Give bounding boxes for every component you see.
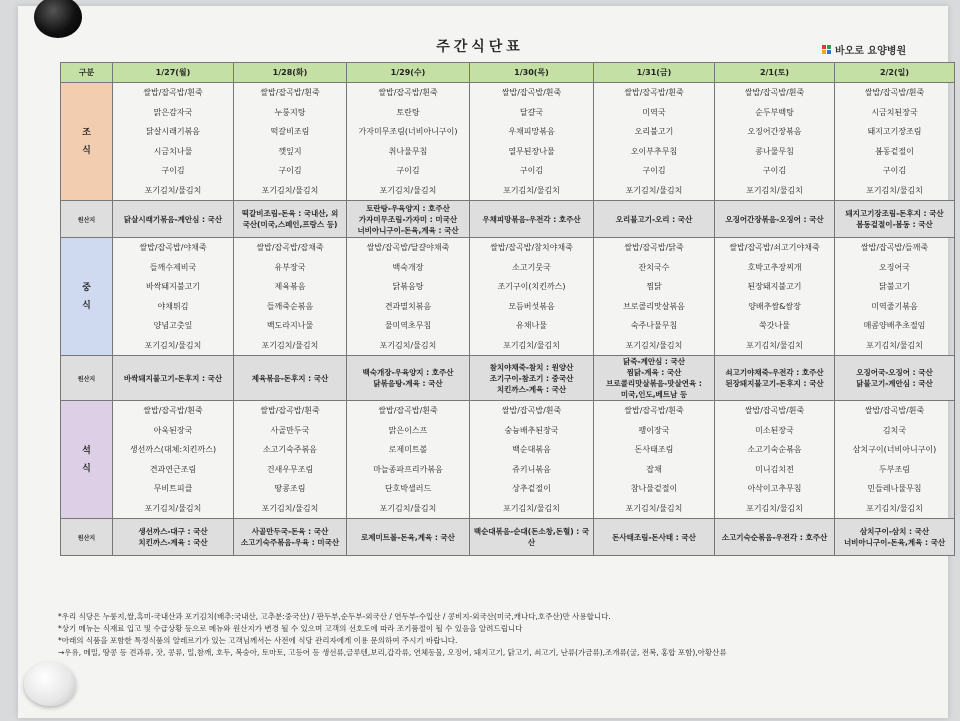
menu-item: 맑은감자국 xyxy=(153,107,193,117)
menu-item: 맑은이스프 xyxy=(388,425,428,435)
menu-item: 소고기숙순볶음 xyxy=(747,445,802,454)
origin-cell xyxy=(113,356,234,401)
menu-item: 오리불고기 xyxy=(634,127,674,136)
menu-item: 쌀밥/잡곡밥/야채죽 xyxy=(139,243,207,252)
origin-label: 원산지 xyxy=(61,356,113,401)
menu-item: 포기김치/물김치 xyxy=(503,185,560,195)
origin-cell xyxy=(470,356,594,401)
menu-item: 토란탕 xyxy=(396,107,420,117)
menu-item: 닭살시래기볶음 xyxy=(145,127,201,136)
menu-item: 양배추쌈&쌈장 xyxy=(748,301,801,311)
menu-item: 포기김치/물김치 xyxy=(379,340,437,350)
origin-cell xyxy=(715,356,835,401)
menu-item: 잔치국수 xyxy=(638,262,670,272)
meal-cell xyxy=(234,83,347,201)
menu-item: 제육볶음 xyxy=(274,282,306,291)
category-header: 구분 xyxy=(61,63,113,83)
menu-item: 숙주나물무침 xyxy=(630,321,678,330)
origin-cell xyxy=(470,201,594,238)
hospital-name: 바오로 요양병원 xyxy=(835,46,907,57)
origin-line: 돼지고기장조림-돈후지 : 국산 xyxy=(845,209,944,218)
origin-cell xyxy=(234,356,347,401)
menu-item: 포기김치/물김치 xyxy=(625,185,683,195)
menu-item: 포기김치/물김치 xyxy=(625,503,683,513)
menu-item: 쌀밥/잡곡밥/달걀야채죽 xyxy=(366,243,450,252)
menu-item: 포기김치/물김치 xyxy=(503,340,560,350)
weekly-menu-table xyxy=(60,62,955,556)
menu-item: 미역국 xyxy=(642,107,666,117)
origin-line: 떡갈비조림-돈육 : 국내산, 외 xyxy=(241,209,339,218)
menu-item: 두부조림 xyxy=(879,464,910,474)
origin-line: 브로콜리맛살볶음-맛살연육 : xyxy=(606,379,702,388)
menu-item: 닭볶음탕 xyxy=(392,282,424,291)
notes-section xyxy=(58,611,727,659)
origin-line: 소고기숙순볶음-우전각 : 호주산 xyxy=(721,532,828,542)
menu-item: 바싹돼지불고기 xyxy=(145,282,201,291)
origin-line: 토란탕-우육양지 : 호주산 xyxy=(366,203,450,213)
menu-item: 포기김치/물김치 xyxy=(866,503,923,513)
note-line: *우리 식당은 누룽지,쌀,흑미-국내산과 포기김치(배추:국내산, 고추분:중국산) / 판두부,순두부-외국산 / 연두부-수입산 / 콩비지-외국산(미국,캐나다,호주산)만 사용합니다. xyxy=(58,612,611,621)
menu-item: 들깨수제비국 xyxy=(149,262,197,272)
menu-item: 봄동겉절이 xyxy=(875,146,914,156)
dinner-menu-row xyxy=(61,401,955,519)
menu-item: 아삭이고추무침 xyxy=(747,484,802,493)
menu-item: 숭늉배추된장국 xyxy=(504,425,559,435)
origin-cell xyxy=(234,201,347,238)
menu-item: 우채피망볶음 xyxy=(508,127,555,136)
menu-item: 팽이장국 xyxy=(638,425,670,435)
menu-item: 포기김치/물김치 xyxy=(261,503,319,513)
origin-label: 원산지 xyxy=(61,519,113,556)
menu-item: 물미역초무침 xyxy=(384,321,432,330)
day-header: 1/31(금) xyxy=(594,63,715,83)
meal-cell xyxy=(835,401,955,519)
menu-item: 포기김치/물김치 xyxy=(866,185,923,195)
menu-item: 쌀밥/잡곡밥/참치야채죽 xyxy=(490,243,573,252)
origin-line: 쇠고기야채죽-우전각 : 호주산 xyxy=(725,368,824,377)
menu-item: 삼치구이(너비아니구이) xyxy=(852,445,937,454)
origin-line: 백숙개장-우육양지 : 호주산 xyxy=(362,368,454,377)
meal-cell xyxy=(470,401,594,519)
origin-line: 로제미트볼-돈육,계육 : 국산 xyxy=(361,532,455,542)
menu-item: 포기김치/물김치 xyxy=(144,503,202,513)
origin-cell xyxy=(594,201,715,238)
hospital-logo-icon xyxy=(822,45,832,54)
menu-item: 상추겉절이 xyxy=(512,484,551,493)
menu-item: 사골만두국 xyxy=(270,425,310,435)
note-line: *아래의 식품을 포함한 특정식품의 알레르기가 있는 고객님께서는 사전에 식당 관리자에게 이용 문의하여 주시기 바랍니다. xyxy=(58,636,458,645)
menu-item: 건새우무조림 xyxy=(266,464,314,474)
menu-item: 쌀밥/잡곡밥/흰죽 xyxy=(501,406,562,415)
origin-line: 삼치구이-삼치 : 국산 xyxy=(859,527,930,536)
menu-item: 쌀밥/잡곡밥/흰죽 xyxy=(624,406,684,415)
menu-item: 돈사태조림 xyxy=(634,445,674,454)
origin-line: 봄동겉절이-봄동 : 국산 xyxy=(856,220,933,229)
menu-item: 아욱된장국 xyxy=(153,425,193,435)
menu-item: 마늘종파프리카볶음 xyxy=(373,464,443,474)
menu-item: 무비트피클 xyxy=(153,484,193,493)
menu-item: 쌀밥/잡곡밥/흰죽 xyxy=(378,406,438,415)
dinner-origin-row xyxy=(61,519,955,556)
menu-item: 포기김치/물김치 xyxy=(625,340,683,350)
menu-item: 조기구이(치킨까스) xyxy=(497,282,566,291)
origin-line: 바싹돼지불고기-돈후지 : 국산 xyxy=(123,373,223,383)
origin-cell xyxy=(715,519,835,556)
origin-line: 참치야채죽-참치 : 원양산 xyxy=(489,362,574,372)
menu-item: 포기김치/물김치 xyxy=(144,340,202,350)
menu-item: 포기김치/물김치 xyxy=(261,185,319,195)
origin-line: 오징어국-오징어 : 국산 xyxy=(856,368,933,377)
origin-cell xyxy=(470,519,594,556)
menu-item: 가자미무조림(너비아니구이) xyxy=(358,127,458,136)
white-magnet xyxy=(24,662,76,706)
day-header: 2/2(일) xyxy=(835,63,955,83)
origin-line: 너비아니구이-돈육,계육 : 국산 xyxy=(843,538,946,547)
menu-item: 쌀밥/잡곡밥/흰죽 xyxy=(378,88,438,97)
meal-cell xyxy=(715,401,835,519)
menu-item: 포기김치/물김치 xyxy=(746,185,803,195)
menu-item: 오이부추무침 xyxy=(630,146,678,156)
menu-item: 시금치나물 xyxy=(153,146,193,156)
dinner-label: 석 식 xyxy=(61,401,113,519)
menu-item: 구이김 xyxy=(882,166,907,175)
origin-cell xyxy=(113,201,234,238)
page-title: 주간식단표 xyxy=(436,39,524,55)
menu-item: 야채튀김 xyxy=(157,301,189,311)
origin-cell xyxy=(347,356,470,401)
origin-line: 우채피망볶음-우전각 : 호주산 xyxy=(482,214,581,224)
origin-line: 닭볶음탕-계육 : 국산 xyxy=(373,379,443,388)
origin-cell xyxy=(835,519,955,556)
menu-item: 시금치된장국 xyxy=(871,107,918,117)
menu-item: 취나물무침 xyxy=(388,146,428,156)
origin-line: 된장돼지불고기-돈후지 : 국산 xyxy=(725,379,824,388)
menu-item: 구이김 xyxy=(762,166,787,175)
menu-item: 참나물겉절이 xyxy=(630,484,678,493)
menu-item: 쌀밥/잡곡밥/흰죽 xyxy=(744,406,805,415)
menu-item: 미역줄기볶음 xyxy=(871,301,918,311)
hospital-logo xyxy=(822,42,906,57)
origin-line: 오징어간장볶음-오징어 : 국산 xyxy=(725,214,824,224)
menu-item: 모듬버섯볶음 xyxy=(508,301,555,311)
menu-item: 소고기숙주볶음 xyxy=(262,445,318,454)
origin-line: 소고기숙주볶음-우육 : 미국산 xyxy=(240,538,340,547)
meal-cell xyxy=(234,401,347,519)
menu-item: 달걀국 xyxy=(519,107,544,117)
menu-item: 백도라지나물 xyxy=(266,321,314,330)
origin-cell xyxy=(347,201,470,238)
origin-line: 가자미무조림-가자미 : 미국산 xyxy=(358,214,458,224)
menu-item: 쌀밥/잡곡밥/흰죽 xyxy=(624,88,684,97)
menu-item: 포기김치/물김치 xyxy=(144,185,202,195)
menu-item: 콩나물무침 xyxy=(755,146,794,156)
menu-item: 브로콜리맛살볶음 xyxy=(623,301,685,311)
menu-item: 쌀밥/잡곡밥/잡채죽 xyxy=(256,243,324,252)
menu-item: 포기김치/물김치 xyxy=(746,340,803,350)
menu-item: 구이김 xyxy=(396,166,420,175)
menu-item: 구이김 xyxy=(642,166,666,175)
menu-item: 견과멸치볶음 xyxy=(384,301,432,311)
origin-line: 닭죽-계안심 : 국산 xyxy=(622,357,686,366)
day-header: 1/30(목) xyxy=(470,63,594,83)
meal-cell xyxy=(347,401,470,519)
menu-item: 호박고추장찌개 xyxy=(747,262,802,272)
menu-item: 순두부백탕 xyxy=(755,107,794,117)
menu-item: 유부장국 xyxy=(274,262,306,272)
meal-cell xyxy=(835,83,955,201)
meal-cell xyxy=(715,83,835,201)
origin-cell xyxy=(347,519,470,556)
menu-item: 돼지고기장조림 xyxy=(867,127,922,136)
day-header-row xyxy=(61,63,955,83)
menu-item: 포기김치/물김치 xyxy=(379,185,437,195)
menu-item: 견과연근조림 xyxy=(149,464,197,474)
menu-item: 유채나물 xyxy=(516,321,547,330)
origin-line: 조기구이-참조기 : 중국산 xyxy=(489,373,574,383)
menu-item: 포기김치/물김치 xyxy=(503,503,560,513)
origin-cell xyxy=(835,201,955,238)
meal-cell xyxy=(470,83,594,201)
origin-label: 원산지 xyxy=(61,201,113,238)
menu-item: 로제미트볼 xyxy=(388,445,428,454)
menu-item: 김치국 xyxy=(882,425,907,435)
menu-item: 쌀밥/잡곡밥/흰죽 xyxy=(864,88,925,97)
menu-item: 미소된장국 xyxy=(755,425,794,435)
menu-item: 열무된장나물 xyxy=(508,146,555,156)
menu-item: 구이김 xyxy=(519,166,544,175)
meal-cell xyxy=(594,83,715,201)
menu-item: 떡갈비조림 xyxy=(270,127,310,136)
origin-line: 생선까스-대구 : 국산 xyxy=(138,527,208,536)
menu-item: 들깨죽순볶음 xyxy=(266,301,314,311)
menu-item: 쌀밥/잡곡밥/흰죽 xyxy=(143,406,203,415)
origin-line: 백순대볶음-순대(돈소창,돈혈) : 국 xyxy=(473,527,590,536)
origin-cell xyxy=(715,201,835,238)
day-header: 1/29(수) xyxy=(347,63,470,83)
menu-item: 쌀밥/잡곡밥/닭죽 xyxy=(624,243,684,252)
menu-item: 쌀밥/잡곡밥/흰죽 xyxy=(864,406,925,415)
origin-line: 찜닭-계육 : 국산 xyxy=(626,368,682,377)
origin-line: 미국,인도,베트남 등 xyxy=(620,390,688,399)
menu-item: 된장돼지불고기 xyxy=(747,282,802,291)
menu-item: 소고기뭇국 xyxy=(512,262,551,272)
origin-line: 사골만두국-돈육 : 국산 xyxy=(251,527,329,536)
meal-cell xyxy=(347,83,470,201)
menu-item: 생선까스(대체:치킨까스) xyxy=(129,445,217,454)
meal-cell xyxy=(113,238,234,356)
origin-line: 닭불고기-계안심 : 국산 xyxy=(856,379,933,388)
origin-line: 치킨까스-계육 : 국산 xyxy=(496,384,567,394)
menu-item: 양념고춧잎 xyxy=(153,321,193,330)
origin-line: 산 xyxy=(527,538,536,547)
origin-cell xyxy=(113,519,234,556)
origin-line: 오리불고기-오리 : 국산 xyxy=(615,214,693,224)
menu-item: 쥬키니볶음 xyxy=(512,464,551,474)
menu-item: 포기김치/물김치 xyxy=(261,340,319,350)
note-line: →우유, 메밀, 땅콩 등 견과류, 잣, 콩류, 밀,참깨, 호두, 복숭아, 토마토, 고등어 등 생선류,글루텐,보리,갑각류, 연체동물, 오징어, 돼지고기, 닭고기, 쇠고기, 난류(가금류),조개류(굴, 전복, 홍합 포함),아황산류 xyxy=(58,648,727,657)
menu-item: 쌀밥/잡곡밥/들깨죽 xyxy=(860,243,929,252)
menu-item: 쌀밥/잡곡밥/흰죽 xyxy=(501,88,562,97)
lunch-origin-row xyxy=(61,356,955,401)
meal-cell xyxy=(594,401,715,519)
origin-cell xyxy=(594,519,715,556)
menu-item: 누룽지탕 xyxy=(274,107,306,117)
origin-line: 너비아니구이-돈육,계육 : 국산 xyxy=(357,225,459,235)
meal-cell xyxy=(113,83,234,201)
menu-item: 미니김치전 xyxy=(755,464,794,474)
menu-item: 땅콩조림 xyxy=(274,484,306,493)
menu-item: 잡채 xyxy=(646,464,662,474)
menu-item: 포기김치/물김치 xyxy=(379,503,437,513)
menu-item: 백숙개장 xyxy=(392,262,424,272)
day-header: 1/28(화) xyxy=(234,63,347,83)
menu-item: 매콤양배추초절임 xyxy=(863,321,926,330)
meal-cell xyxy=(470,238,594,356)
meal-cell xyxy=(835,238,955,356)
origin-line: 치킨까스-계육 : 국산 xyxy=(138,538,208,547)
breakfast-menu-row xyxy=(61,83,955,201)
menu-item: 쑥갓나물 xyxy=(759,321,790,330)
meal-cell xyxy=(715,238,835,356)
menu-item: 포기김치/물김치 xyxy=(866,340,923,350)
origin-line: 돈사태조림-돈사태 : 국산 xyxy=(612,532,696,542)
menu-item: 쌀밥/잡곡밥/흰죽 xyxy=(260,406,320,415)
origin-cell xyxy=(835,356,955,401)
menu-item: 찜닭 xyxy=(646,282,662,291)
meal-cell xyxy=(594,238,715,356)
menu-item: 백순대볶음 xyxy=(512,445,551,454)
breakfast-origin-row xyxy=(61,201,955,238)
menu-item: 쌀밥/잡곡밥/흰죽 xyxy=(260,88,320,97)
lunch-menu-row xyxy=(61,238,955,356)
note-line: *상기 메뉴는 식재료 입고 및 수급상황 등으로 메뉴와 원산지가 변경 될 수 있으며 고객의 선호도에 따라 조기품절이 될 수 있음을 알려드립니다 xyxy=(58,624,523,633)
menu-item: 구이김 xyxy=(278,166,302,175)
breakfast-label: 조 식 xyxy=(61,83,113,201)
menu-item: 깻잎지 xyxy=(278,146,302,156)
lunch-label: 중 식 xyxy=(61,238,113,356)
origin-cell xyxy=(594,356,715,401)
origin-line: 제육볶음-돈후지 : 국산 xyxy=(251,373,329,383)
menu-item: 쌀밥/잡곡밥/쇠고기야채죽 xyxy=(729,243,820,252)
meal-cell xyxy=(234,238,347,356)
meal-cell xyxy=(113,401,234,519)
menu-item: 오징어간장볶음 xyxy=(747,127,802,136)
menu-item: 쌀밥/잡곡밥/흰죽 xyxy=(143,88,203,97)
menu-item: 단호박샐러드 xyxy=(384,484,432,493)
menu-item: 민들레나물무침 xyxy=(867,484,922,493)
day-header: 2/1(토) xyxy=(715,63,835,83)
day-header: 1/27(월) xyxy=(113,63,234,83)
menu-item: 오징어국 xyxy=(879,262,910,272)
meal-cell xyxy=(347,238,470,356)
menu-item: 포기김치/물김치 xyxy=(746,503,803,513)
menu-item: 구이김 xyxy=(161,166,185,175)
menu-item: 쌀밥/잡곡밥/흰죽 xyxy=(744,88,805,97)
menu-item: 닭불고기 xyxy=(879,282,910,291)
origin-cell xyxy=(234,519,347,556)
origin-line: 국산(미국,스페인,프랑스 등) xyxy=(242,220,338,229)
origin-line: 닭살시래기볶음-계안심 : 국산 xyxy=(123,214,223,224)
